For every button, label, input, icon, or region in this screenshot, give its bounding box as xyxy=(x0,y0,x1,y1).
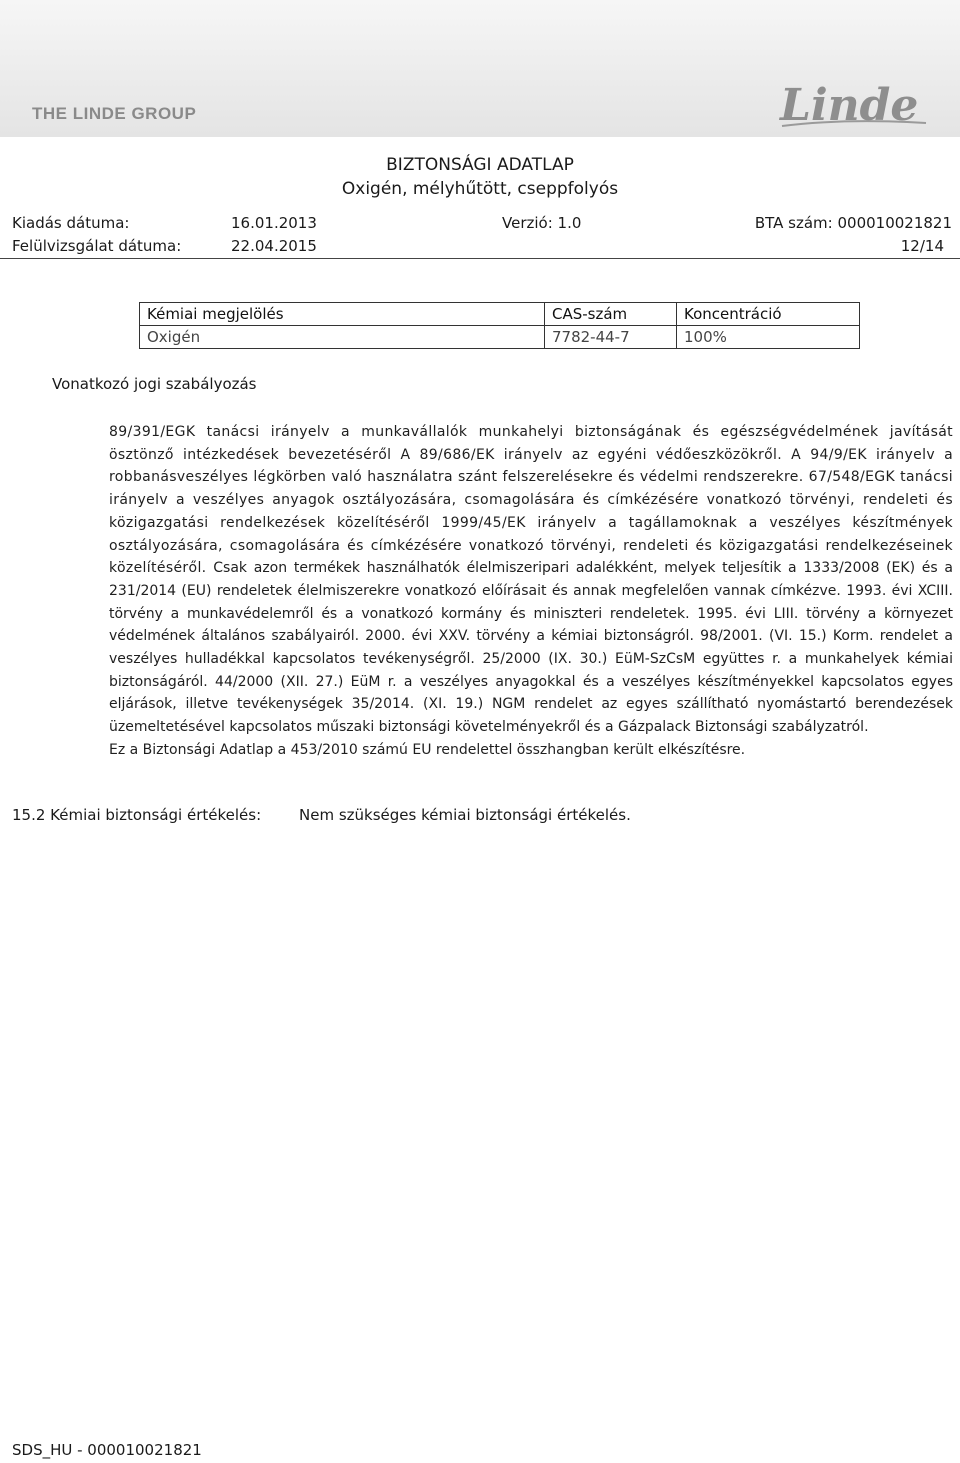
linde-logo-text: Linde xyxy=(780,80,919,131)
issue-date: 16.01.2013 xyxy=(231,214,317,232)
assessment-label: 15.2 Kémiai biztonsági értékelés: xyxy=(12,806,262,824)
review-date-label: Felülvizsgálat dátuma: xyxy=(12,237,182,255)
version: Verzió: 1.0 xyxy=(502,214,582,232)
linde-brand-logo xyxy=(776,76,936,134)
issue-date-label: Kiadás dátuma: xyxy=(12,214,130,232)
regulations-eu-directives: 89/391/EGK tanácsi irányelv a munkavállalók munkahelyi biztonságának és egészségvédelmének javítását ösztönző intézkedések bevezetéséről A 89/686/EK irányelv az egyéni védőeszközökről. A 94/9/EK irányelv a robbanásveszélyes légkörben való használatra szánt felszerelésekre és védelmi rendszerekre. 67/548/EGK tanácsi irányelv a veszélyes anyagok osztályozására, csomagolására és címkézésére vonatkozó törvényi, rendeleti és közigazgatási rendelkezések közelítéséről 1999/45/EK irányelv a tagállamoknak a veszélyes készítmények osztályozására, csomagolására és címkézésére vonatkozó törvényi, rendeleti és közigazgatási rendelkezéseinek közelítéséről. xyxy=(109,424,953,577)
table-row xyxy=(140,326,860,349)
regulations-paragraph xyxy=(109,421,953,739)
header-divider xyxy=(0,258,960,259)
composition-table xyxy=(139,302,860,349)
issue-row xyxy=(12,212,952,234)
regulations-compliance-note: Ez a Biztonsági Adatlap a 453/2010 számú EU rendelettel összhangban került elkészítésre. xyxy=(109,741,746,758)
document-title: BIZTONSÁGI ADATLAP xyxy=(386,155,574,175)
assessment-value: Nem szükséges kémiai biztonsági értékelés. xyxy=(299,806,631,824)
cell-concentration: 100% xyxy=(677,326,860,349)
column-header-chemical: Kémiai megjelölés xyxy=(140,303,545,326)
cell-cas: 7782-44-7 xyxy=(545,326,677,349)
review-row xyxy=(12,235,952,257)
column-header-concentration: Koncentráció xyxy=(677,303,860,326)
cell-chemical: Oxigén xyxy=(140,326,545,349)
page-number: 12/14 xyxy=(900,237,944,255)
column-header-cas: CAS-szám xyxy=(545,303,677,326)
regulations-text xyxy=(109,421,953,762)
document-title-block xyxy=(0,153,960,201)
product-name: Oxigén, mélyhűtött, cseppfolyós xyxy=(341,179,619,199)
linde-group-logo: THE LINDE GROUP xyxy=(32,104,197,123)
table-header-row xyxy=(140,303,860,326)
review-date: 22.04.2015 xyxy=(231,237,317,255)
footer-document-code: SDS_HU - 000010021821 xyxy=(12,1441,202,1459)
section-heading-regulations: Vonatkozó jogi szabályozás xyxy=(52,375,257,393)
regulations-hungarian-laws: Csak azon termékek használhatók élelmiszeripari adalékként, melyek teljesítik a 1333/2008 (EK) és a 231/2014 (EU) rendeletek élelmiszerekre vonatkozó előírásait és annak megfelelően vannak címkézve. 1993. évi XCIII. törvény a munkavédelemről és a vonatkozó kormány és miniszteri rendeletek. 1995. évi LIII. törvény a környezet védelmének általános szabályairól. 2000. évi XXV. törvény a kémiai biztonságról. 98/2001. (VI. 15.) Korm. rendelet a veszélyes hulladékkal kapcsolatos tevékenységről. 25/2000 (IX. 30.) EüM-SzCsM együttes r. a munkahelyek kémiai biztonságáról. 44/2000 (XII. 27.) EüM r. a veszélyes anyagokkal és a veszélyes készítményekkel kapcsolatos egyes eljárások, illetve tevékenységek 35/2014. (XI. 19.) NGM rendelet az egyes szállítható nyomástartó berendezések üzemeltetésével kapcsolatos műszaki biztonsági követelményekről és a Gázpalack Biztonsági szabályzatról. xyxy=(109,560,954,736)
document-header xyxy=(0,0,960,137)
bta-number: BTA szám: 000010021821 xyxy=(754,214,952,232)
